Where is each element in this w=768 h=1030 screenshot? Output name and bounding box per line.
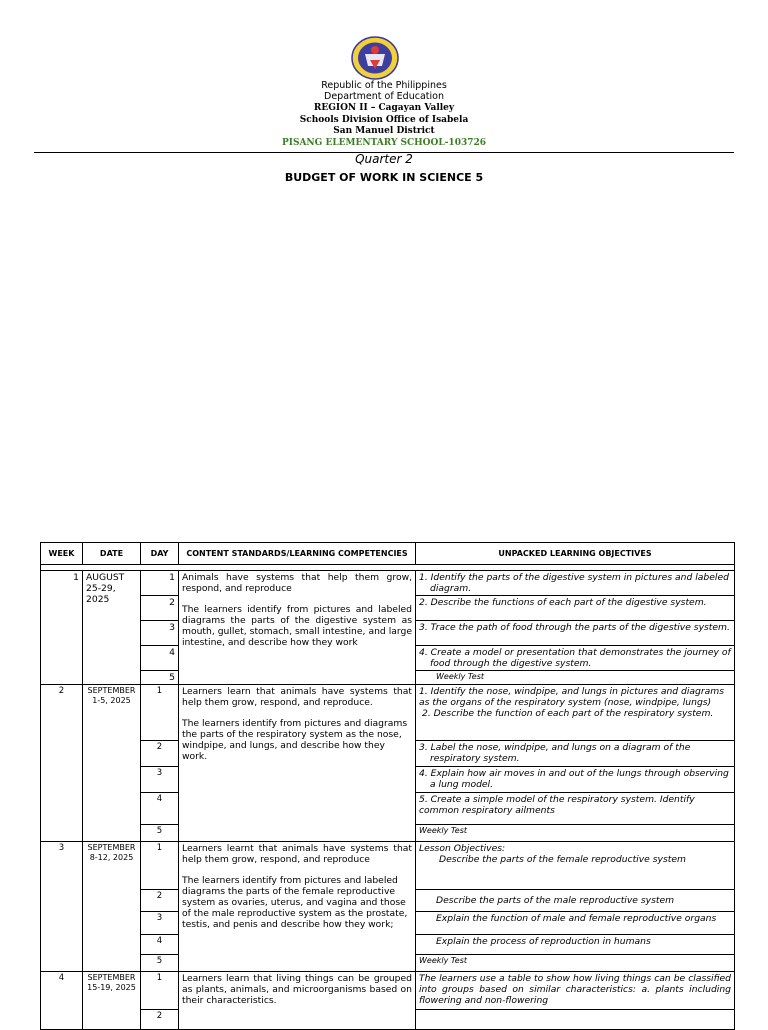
weekly-test-label: Weekly Test (416, 955, 735, 972)
day-number: 2 (141, 890, 179, 912)
col-objectives-header: UNPACKED LEARNING OBJECTIVES (416, 543, 735, 565)
objective-line: 2. Describe the function of each part of the respiratory system. (422, 708, 714, 720)
week-number: 1 (41, 571, 83, 685)
content-standards-cell (179, 842, 416, 972)
learning-objective: Describe the parts of the male reproductive system (416, 890, 735, 912)
week-date: SEPTEMBER 1-5, 2025 (83, 685, 141, 842)
day-number: 5 (141, 671, 179, 685)
learning-objective (416, 1010, 735, 1030)
col-date-header: DATE (83, 543, 141, 565)
day-number: 5 (141, 825, 179, 842)
day-number: 4 (141, 793, 179, 825)
budget-table (40, 542, 735, 1030)
day-number: 5 (141, 955, 179, 972)
day-number: 2 (141, 741, 179, 767)
learning-objective: Explain the process of reproduction in humans (416, 935, 735, 955)
content-competency: The learners identify from pictures and labeled diagrams the parts of the female reproductive system as ovaries, uterus, and vagina and those of the male reproductive system as the prostate, testis, and penis and describe how they work; (182, 875, 408, 931)
col-day-header: DAY (141, 543, 179, 565)
day-number: 4 (141, 935, 179, 955)
department-line: Department of Education (324, 91, 444, 102)
learning-objective (416, 842, 735, 890)
learning-objective: The learners use a table to show how living things can be classified into groups based on similar characteristics: a. plants including flowering and non-flowering (416, 972, 735, 1010)
week-date: SEPTEMBER 15-19, 2025 (83, 972, 141, 1030)
content-standards-cell (179, 571, 416, 685)
day-number: 3 (141, 621, 179, 646)
col-content-header: CONTENT STANDARDS/LEARNING COMPETENCIES (179, 543, 416, 565)
table-row (41, 972, 735, 1010)
week-number: 3 (41, 842, 83, 972)
page-title: BUDGET OF WORK IN SCIENCE 5 (284, 171, 484, 184)
learning-objective: 3. Label the nose, windpipe, and lungs on a diagram of the respiratory system. (416, 741, 735, 767)
content-standard: Learners learnt that animals have systems that help them grow, respond, and reproduce (182, 843, 412, 866)
week-date: SEPTEMBER 8-12, 2025 (83, 842, 141, 972)
weekly-test-label: Weekly Test (416, 825, 735, 842)
learning-objective (416, 685, 735, 741)
learning-objective: 2. Describe the functions of each part of the digestive system. (416, 596, 735, 621)
week-number: 4 (41, 972, 83, 1030)
division-line: Schools Division Office of Isabela (299, 115, 469, 125)
learning-objective: 4. Explain how air moves in and out of the lungs through observing a lung model. (416, 767, 735, 793)
learning-objective: 3. Trace the path of food through the parts of the digestive system. (416, 621, 735, 646)
learning-objective: 4. Create a model or presentation that demonstrates the journey of food through the digestive system. (416, 646, 735, 671)
region-line: REGION II – Cagayan Valley (313, 103, 455, 113)
content-competency: The learners identify from pictures and diagrams the parts of the respiratory system as the nose, windpipe, and lungs, and describe how they work. (182, 718, 408, 763)
day-number: 4 (141, 646, 179, 671)
learning-objective: 5. Create a simple model of the respiratory system. Identify common respiratory ailments (416, 793, 735, 825)
content-standards-cell (179, 972, 416, 1030)
district-line: San Manuel District (333, 126, 435, 136)
objective-line: Describe the parts of the female reproductive system (439, 854, 686, 866)
content-standard: Animals have systems that help them grow, respond, and reproduce (182, 572, 412, 595)
week-number: 2 (41, 685, 83, 842)
quarter-label: Quarter 2 (355, 152, 413, 166)
deped-seal-logo (349, 36, 401, 80)
table-row (41, 842, 735, 890)
day-number: 3 (141, 912, 179, 935)
objective-line: 1. Identify the nose, windpipe, and lungs in pictures and diagrams as the organs of the respiratory system (nose, windpipe, lungs) (419, 686, 725, 709)
table-row (41, 571, 735, 596)
table-header-row (41, 543, 735, 565)
content-standard: Learners learn that living things can be grouped as plants, animals, and microorganisms based on their characteristics. (182, 973, 412, 1007)
republic-line: Republic of the Philippines (321, 80, 447, 91)
day-number: 1 (141, 685, 179, 741)
learning-objective: 1. Identify the parts of the digestive system in pictures and labeled diagram. (416, 571, 735, 596)
table-row (41, 685, 735, 741)
day-number: 1 (141, 972, 179, 1010)
content-standard: Learners learn that animals have systems that help them grow, respond, and reproduce. (182, 686, 412, 709)
content-competency: The learners identify from pictures and labeled diagrams the parts of the digestive system as mouth, gullet, stomach, small intestine, and large intestine, and describe how they work (182, 604, 412, 649)
week-date: AUGUST 25-29, 2025 (83, 571, 141, 685)
content-standards-cell (179, 685, 416, 842)
school-line: PISANG ELEMENTARY SCHOOL-103726 (281, 138, 487, 148)
col-week-header: WEEK (41, 543, 83, 565)
learning-objective: Explain the function of male and female reproductive organs (416, 912, 735, 935)
day-number: 2 (141, 1010, 179, 1030)
day-number: 3 (141, 767, 179, 793)
day-number: 2 (141, 596, 179, 621)
weekly-test-label: Weekly Test (416, 671, 735, 685)
objective-label: Lesson Objectives: (419, 843, 506, 855)
day-number: 1 (141, 842, 179, 890)
day-number: 1 (141, 571, 179, 596)
